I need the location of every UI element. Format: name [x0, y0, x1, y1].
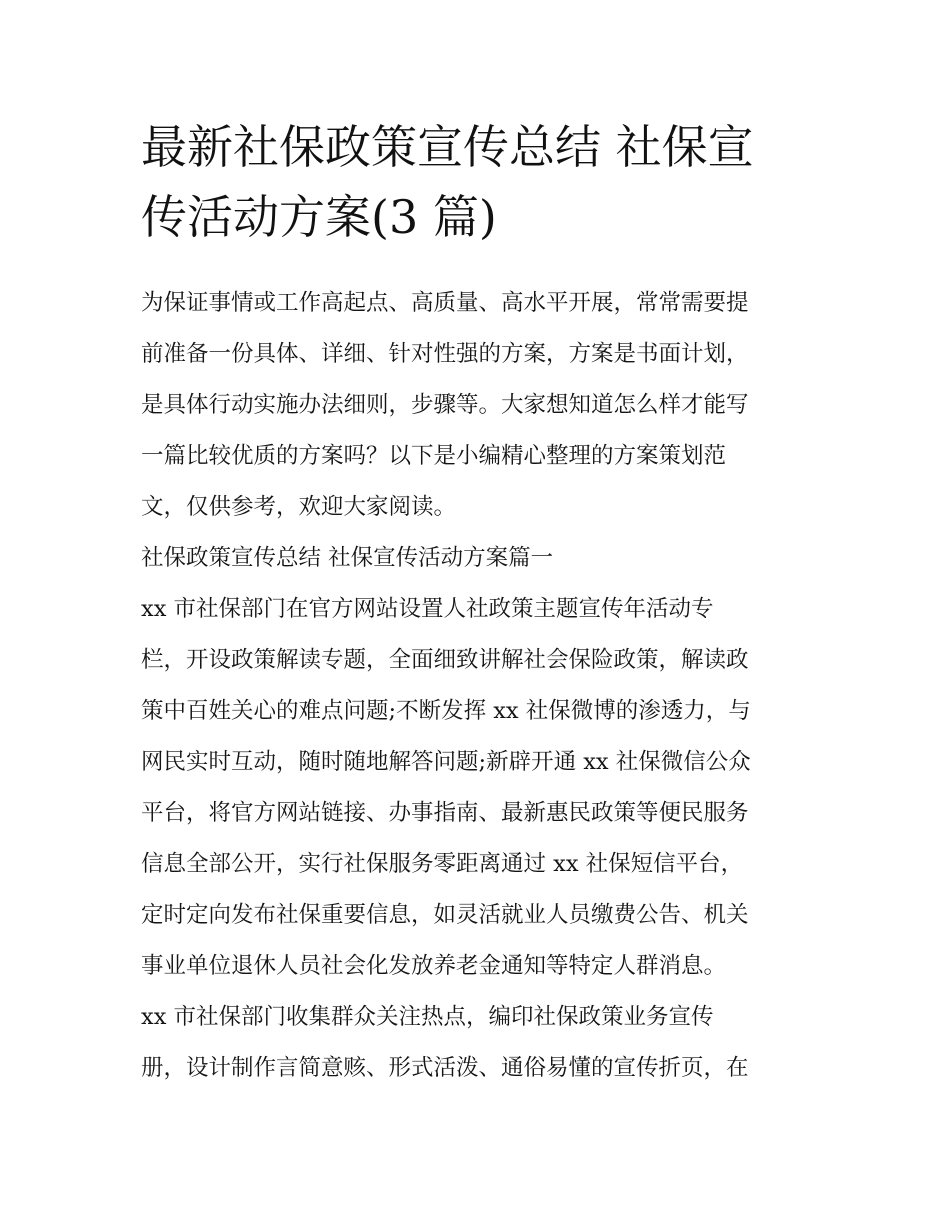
text-line: 为保证事情或工作高起点、高质量、高水平开展，常常需要提: [141, 290, 749, 316]
section-heading-text: 社保政策宣传总结 社保宣传活动方案篇一: [141, 545, 554, 571]
text-line: 网民实时互动，随时随地解答问题;新辟开通 xx 社保微信公众: [141, 749, 751, 775]
text-line: 信息全部公开，实行社保服务零距离通过 xx 社保短信平台，: [141, 851, 744, 877]
title-line: 传活动方案(3 篇): [141, 190, 497, 244]
text-line: 前准备一份具体、详细、针对性强的方案，方案是书面计划，: [141, 341, 749, 367]
text-line: 册，设计制作言简意赅、形式活泼、通俗易懂的宣传折页，在: [141, 1055, 749, 1081]
text-line: 一篇比较优质的方案吗？以下是小编精心整理的方案策划范: [141, 443, 727, 469]
text-line: 文，仅供参考，欢迎大家阅读。: [141, 494, 457, 520]
text-line: xx 市社保部门收集群众关注热点，编印社保政策业务宣传: [141, 1004, 714, 1030]
text-line: xx 市社保部门在官方网站设置人社政策主题宣传年活动专: [141, 596, 714, 622]
body-paragraph: [141, 584, 821, 992]
text-line: 是具体行动实施办法细则，步骤等。大家想知道怎么样才能写: [141, 392, 749, 418]
text-line: 平台，将官方网站链接、办事指南、最新惠民政策等便民服务: [141, 800, 749, 826]
text-line: 事业单位退休人员社会化发放养老金通知等特定人群消息。: [141, 953, 727, 979]
text-line: 栏，开设政策解读专题，全面细致讲解社会保险政策，解读政: [141, 647, 749, 673]
text-line: 策中百姓关心的难点问题;不断发挥 xx 社保微博的渗透力，与: [141, 698, 751, 724]
intro-paragraph: [141, 278, 821, 533]
text-line: 定时定向发布社保重要信息，如灵活就业人员缴费公告、机关: [141, 902, 749, 928]
body-paragraph: [141, 992, 821, 1094]
title-line: 最新社保政策宣传总结 社保宣: [141, 120, 754, 174]
document-title: [141, 112, 821, 252]
document-body: [141, 278, 821, 1094]
section-heading: [141, 533, 821, 584]
